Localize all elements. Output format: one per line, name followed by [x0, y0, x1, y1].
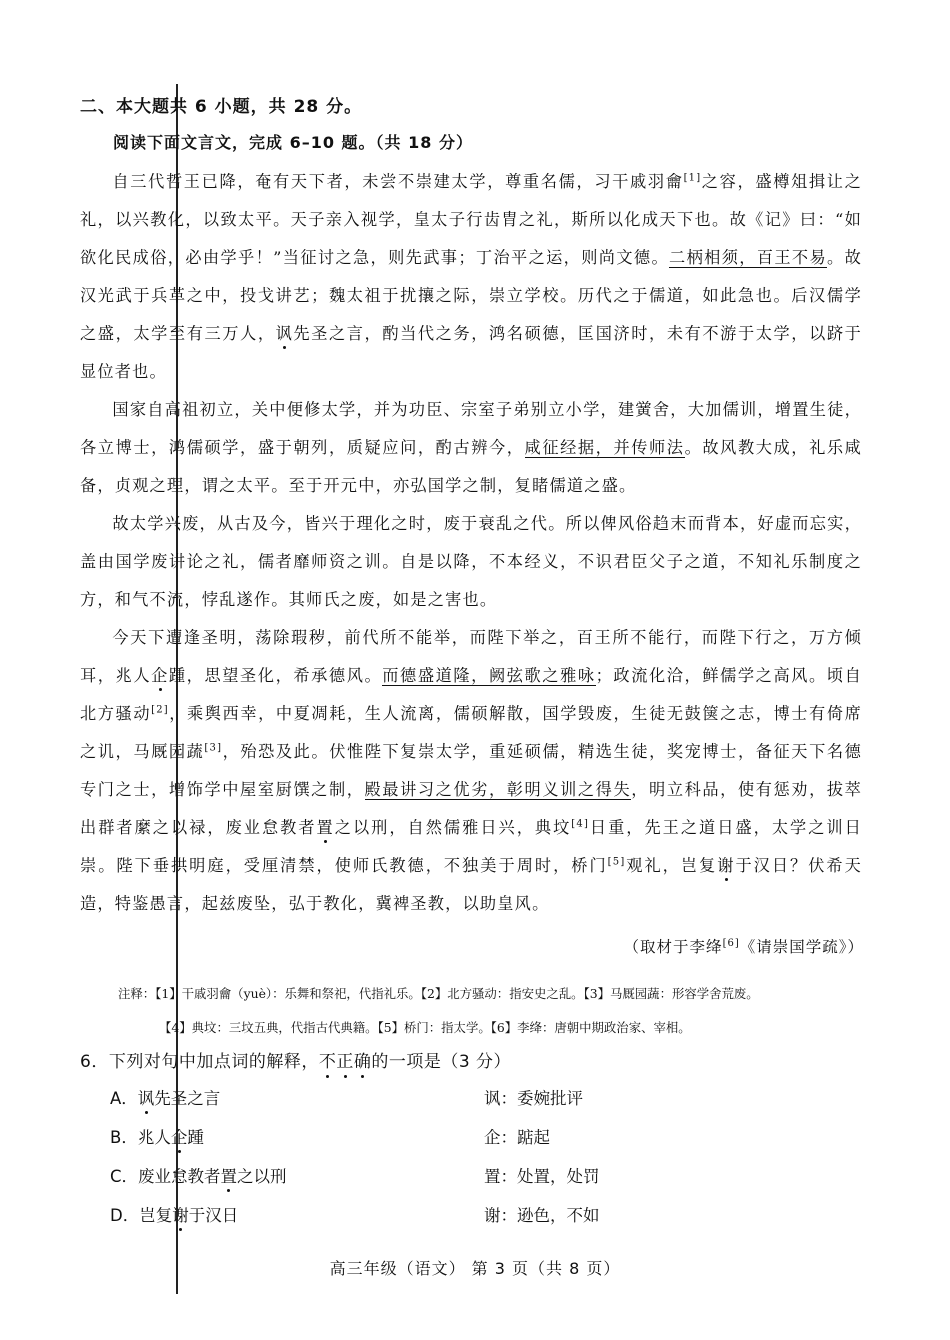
question-6: 6．下列对句中加点词的解释，不正确的一项是（3 分） — [80, 1052, 512, 1072]
dotted-word: 企 — [151, 666, 169, 685]
passage-paragraph-1: 自三代哲王已降，奄有天下者，未尝不崇建太学，尊重名儒，习干戚羽龠[1]之容，盛樽俎揖让之礼，以兴教化，以致太平。天子亲入视学，皇太子行齿胄之礼，斯所以化成天下也。故《记》曰：“如欲化民成俗，必由学乎！”当征讨之急，则先武事；丁治平之运，则尚文德。二柄相须，百王不易。故汉光武于兵革之中，投戈讲艺；魏太祖于扰攘之际，崇立学校。历代之于儒道，如此急也。后汉儒学之盛，太学至有三万人，讽先圣之言，酌当代之务，鸿名硕德，匡国济时，未有不游于太学，以跻于显位者也。 — [80, 172, 863, 381]
dotted-word: 正 — [336, 1052, 354, 1072]
footnote-ref-4: [4] — [571, 818, 590, 830]
footnote-ref-6: [6] — [722, 937, 740, 949]
annotation-line-1: 注释：【1】干戚羽龠（yuè）：乐舞和祭祀，代指礼乐。【2】北方骚动：指安史之乱。【3】马厩园蔬：形容学舍荒废。 — [118, 986, 759, 1001]
dotted-word: 企 — [170, 1128, 188, 1147]
underlined-sentence: 而德盛道隆，阙弦歌之雅咏 — [382, 666, 596, 685]
footnote-ref-2: [2] — [151, 704, 169, 716]
footnote-ref-3: [3] — [204, 742, 223, 754]
passage-paragraph-3: 故太学兴废，从古及今，皆兴于理化之时，废于衰乱之代。所以俾风俗趋末而背本，好虚而忘实，盖由国学废讲论之礼，儒者靡师资之训。自是以降，不本经义，不识君臣父子之道，不知礼乐制度之方，和气不流，悖乱遂作。其师氏之废，如是之害也。 — [80, 514, 862, 609]
dotted-word: 置 — [220, 1167, 238, 1186]
footnote-ref-5: [5] — [607, 856, 626, 868]
option-explanation: 讽：委婉批评 — [484, 1089, 583, 1108]
page-footer: 高三年级（语文） 第 3 页（共 8 页） — [329, 1259, 621, 1278]
dotted-word: 置 — [316, 818, 335, 837]
dotted-word: 不 — [318, 1052, 337, 1072]
option-explanation: 置：处置，处罚 — [484, 1167, 600, 1186]
option-explanation: 企：踮起 — [484, 1128, 550, 1147]
classical-passage — [80, 163, 862, 923]
footnote-ref-1: [1] — [683, 172, 702, 184]
dotted-word: 谢 — [717, 856, 736, 875]
underlined-sentence: 咸征经据，并传师法 — [524, 438, 685, 457]
option-explanation: 谢：逊色，不如 — [484, 1206, 600, 1225]
dotted-word: 讽 — [275, 324, 294, 343]
dotted-word: 确 — [353, 1052, 372, 1072]
dotted-word: 讽 — [137, 1089, 155, 1108]
passage-source: （取材于李绛[6]《请崇国学疏》） — [623, 937, 864, 956]
underlined-sentence: 二柄相须，百王不易 — [669, 248, 828, 267]
passage-paragraph-2: 国家自高祖初立，关中便修太学，并为功臣、宗室子弟别立小学，建黉舍，大加儒训，增置生徒，各立博士，鸿儒硕学，盛于朝列，质疑应问，酌古辨今，咸征经据，并传师法。故风教大成，礼乐咸备，贞观之理，谓之太平。至于开元中，亦弘国学之制，复睹儒道之盛。 — [80, 400, 863, 495]
section-title: 二、本大题共 6 小题，共 28 分。 — [80, 97, 363, 117]
annotation-line-2: 【4】典坟：三坟五典，代指古代典籍。【5】桥门：指太学。【6】李绛：唐朝中期政治家、宰相。 — [159, 1020, 691, 1035]
dotted-word: 谢 — [172, 1206, 189, 1225]
reading-instruction: 阅读下面文言文，完成 6–10 题。（共 18 分） — [113, 133, 473, 152]
option-d[interactable]: D．岂复谢于汉日 谢：逊色，不如 — [110, 1202, 850, 1241]
annotations — [118, 977, 878, 1045]
option-a[interactable]: A．讽先圣之言 讽：委婉批评 — [110, 1085, 850, 1124]
underlined-sentence: 殿最讲习之优劣，彰明义训之得失 — [364, 780, 632, 799]
passage-paragraph-4: 今天下遭逢圣明，荡除瑕秽，前代所不能举，而陛下举之，百王所不能行，而陛下行之，万方倾耳，兆人企踵，思望圣化，希承德风。而德盛道隆，阙弦歌之雅咏；政流化洽，鲜儒学之高风。顷自北方骚动[2]，乘舆西幸，中夏凋耗，生人流离，儒硕解散，国学毁废，生徒无鼓箧之志，博士有倚席之讥，马厩园蔬[3]，殆恐及此。伏惟陛下复崇太学，重延硕儒，精选生徒，奖宠博士，备征天下名德专门之士，增饰学中屋室厨馔之制，殿最讲习之优劣，彰明义训之得失，明立科品，使有惩劝，拔萃出群者縻之以禄，废业怠教者置之以刑，自然儒雅日兴，典坟[4]日重，先王之道日盛，太学之训日崇。陛下垂拱明庭，受厘清禁，使师氏教德，不独美于周时，桥门[5]观礼，岂复谢于汉日？伏希天造，特鉴愚言，起兹废坠，弘于教化，冀裨圣教，以助皇风。 — [80, 628, 863, 913]
option-b[interactable]: B．兆人企踵 企：踮起 — [110, 1124, 850, 1163]
option-c[interactable]: C．废业怠教者置之以刑 置：处置，处罚 — [110, 1163, 850, 1202]
answer-options — [110, 1085, 850, 1241]
